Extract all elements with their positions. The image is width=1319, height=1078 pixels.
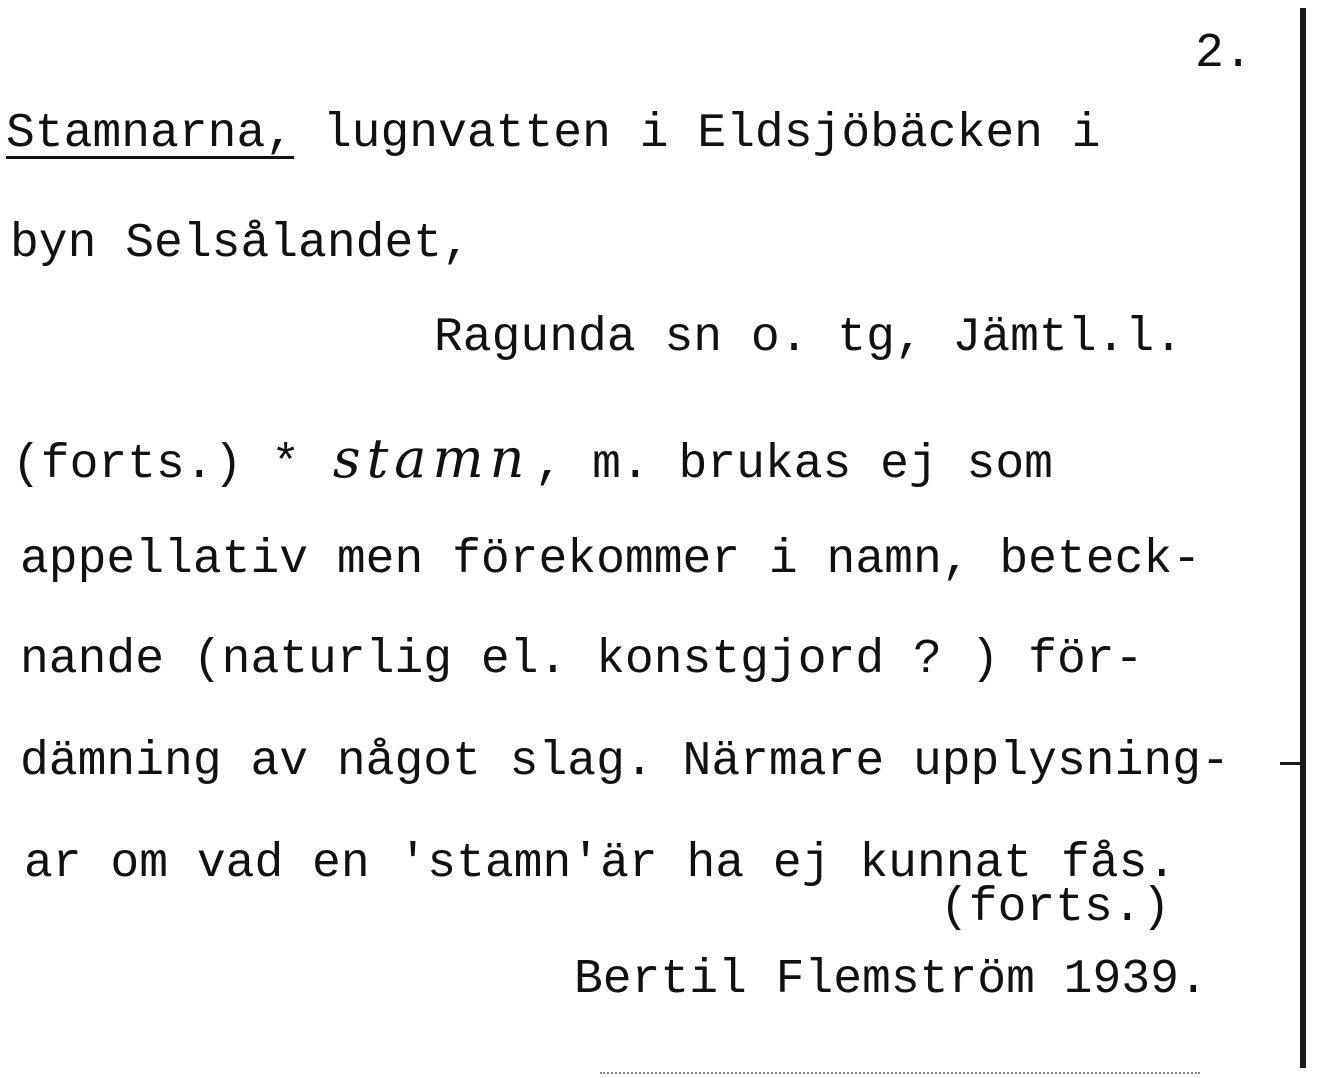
entry-line-5: appellativ men förekommer i namn, beteck- <box>20 533 1201 587</box>
card-edge-line <box>1300 8 1306 1068</box>
entry-line-1 <box>6 107 1101 161</box>
entry-line-6: nande (naturlig el. konstgjord ? ) för- <box>20 633 1144 687</box>
entry-title: Stamnarna, <box>6 107 295 161</box>
entry-line-7: dämning av något slag. Närmare upplysning- <box>20 735 1230 789</box>
entry-line-1-text: lugnvatten i Eldsjöbäcken i <box>294 107 1101 161</box>
scan-specks <box>600 1072 1200 1076</box>
continued-note: (forts.) <box>940 881 1171 935</box>
entry-line-8: ar om vad en 'stamn'är ha ej kunnat fås. <box>24 837 1177 891</box>
entry-line-2: byn Selsålandet, <box>10 217 471 271</box>
signature-line: Bertil Flemström 1939. <box>574 953 1208 1007</box>
handwritten-word: stamn <box>332 427 531 490</box>
entry-line-4-text: , m. brukas ej som <box>534 438 1053 492</box>
page-number: 2. <box>1195 27 1253 81</box>
hyphen-mark <box>1280 762 1302 765</box>
continued-marker: (forts.) * <box>12 438 329 492</box>
location-line: Ragunda sn o. tg, Jämtl.l. <box>434 311 1183 365</box>
entry-line-4 <box>12 427 1053 492</box>
